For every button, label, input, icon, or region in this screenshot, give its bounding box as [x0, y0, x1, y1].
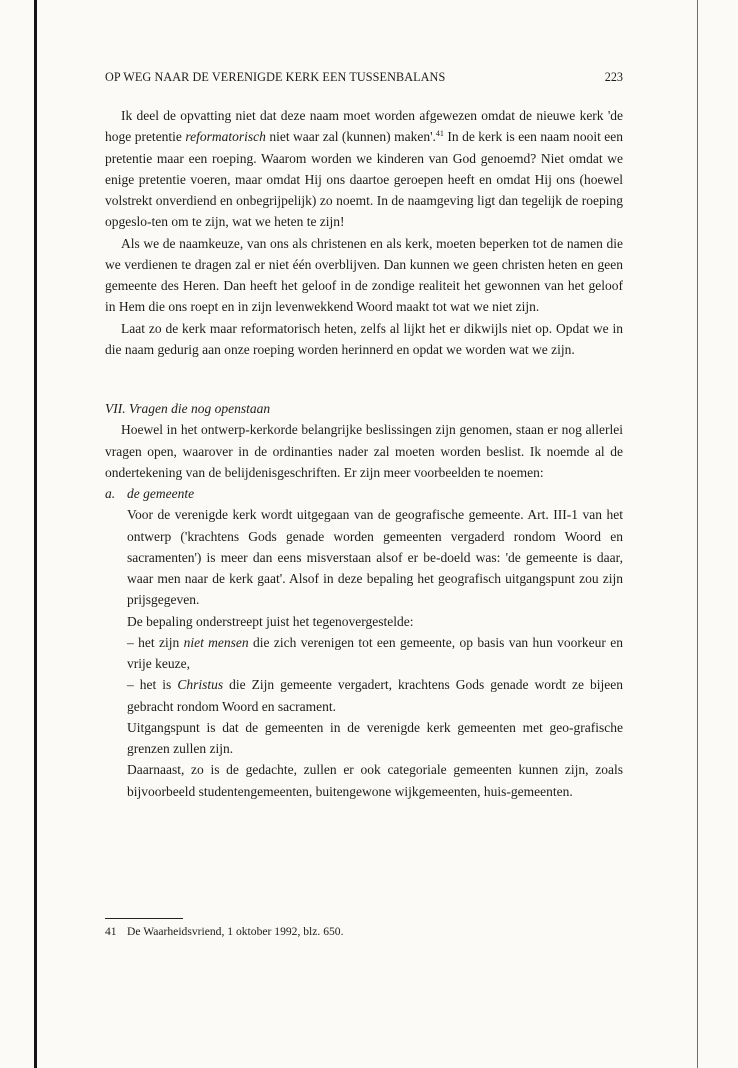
footnote-text: De Waarheidsvriend, 1 oktober 1992, blz. 650.	[127, 925, 344, 938]
text-run: Ik deel de opvatting niet dat deze naam moet worden afgewezen omdat de nieuwe kerk 'de hoge pretentie	[105, 108, 623, 145]
footnote-rule	[105, 918, 183, 919]
list-item-body	[127, 504, 623, 802]
footnote-ref: 41	[435, 129, 444, 139]
item-paragraph-3: Uitgangspunt is dat de gemeenten in de verenigde kerk gemeenten met geo-grafische grenzen zullen zijn.	[127, 719, 623, 756]
scan-edge-right	[697, 0, 698, 1068]
text-run: – het zijn	[127, 634, 184, 650]
running-title: OP WEG NAAR DE VERENIGDE KERK EEN TUSSENBALANS	[105, 70, 446, 84]
section-gap	[105, 360, 623, 398]
page-number: 223	[604, 70, 623, 84]
item-paragraph-2: De bepaling onderstreept juist het tegenovergestelde:	[127, 613, 414, 629]
scan-edge-left	[34, 0, 37, 1068]
paragraph-2: Als we de naamkeuze, van ons als christenen en als kerk, moeten beperken tot de namen die we verdienen te dragen zal er niet één overblijven. Dan kunnen we geen christen heten en geen gemeente des Heren. Dan heeft het geloof in de zondige realiteit het gewonnen van het geloof in Hem die ons roept en in zijn levenwekkend Woord maakt tot wat we niet zijn.	[105, 235, 623, 315]
footnote	[105, 925, 344, 938]
item-paragraph-4: Daarnaast, zo is de gedachte, zullen er ook categoriale gemeenten kunnen zijn, zoals bijvoorbeeld studentengemeenten, buitengewone wijkgemeenten, huis-gemeenten.	[127, 762, 623, 799]
footnote-number: 41	[105, 925, 117, 938]
text-run: – het is	[127, 677, 178, 693]
body-text	[105, 105, 623, 802]
item-paragraph-1: Voor de verenigde kerk wordt uitgegaan van de geografische gemeente. Art. III-1 van het ontwerp ('krachtens Gods genade worden gemeenten vergaderd rondom Woord en sacramenten') is meer dan eens misverstaan alsof er be-doeld was: 'de gemeente is daar, waar men naar de kerk gaat'. Alsof in deze bepaling het geografisch uitgangspunt zou zijn prijsgegeven.	[127, 507, 623, 608]
italic-run: Christus	[177, 677, 224, 693]
italic-run: reformatorisch	[185, 129, 266, 145]
list-item-letter: a.	[105, 486, 116, 501]
italic-run: niet mensen	[183, 634, 249, 650]
text-run: In de kerk is een naam nooit een pretentie maar een roeping. Waarom worden we kinderen van God genoemd? Niet omdat we enige pretentie voeren, maar omdat Hij ons daartoe geroepen heeft en omdat Hij ons (hoewel volstrekt onverdiend en onbegrijpelijk) zo noemt. In de naamgeving ligt dan tegelijk de roeping opgeslo-ten om te zijn, wat we heten te zijn!	[105, 129, 624, 230]
text-run: die zich verenigen tot een gemeente, op basis van hun voorkeur en vrije keuze,	[127, 634, 623, 671]
list-item-label	[105, 483, 623, 504]
dash-item-1	[127, 632, 623, 675]
running-header	[105, 70, 623, 86]
dash-item-2	[127, 674, 623, 717]
section-intro: Hoewel in het ontwerp-kerkorde belangrijke beslissingen zijn genomen, staan er nog allerlei vragen open, waarover in de ordinanties nader zal moeten worden beslist. Ik noemde al de ondertekening van de belijdenisgeschriften. Er zijn meer voorbeelden te noemen:	[105, 422, 623, 480]
paragraph-3: Laat zo de kerk maar reformatorisch heten, zelfs al lijkt het er dikwijls niet op. Opdat we in die naam gedurig aan onze roeping worden herinnerd en opdat we worden wat we zijn.	[105, 320, 623, 357]
list-item-title: de gemeente	[127, 486, 195, 501]
section-heading: VII. Vragen die nog openstaan	[105, 401, 271, 416]
text-run: die Zijn gemeente vergadert, krachtens Gods genade wordt ze bijeen gebracht rondom Woord en sacrament.	[127, 677, 624, 714]
text-run: niet waar zal (kunnen) maken'.	[265, 129, 436, 145]
paragraph-1	[105, 105, 623, 233]
